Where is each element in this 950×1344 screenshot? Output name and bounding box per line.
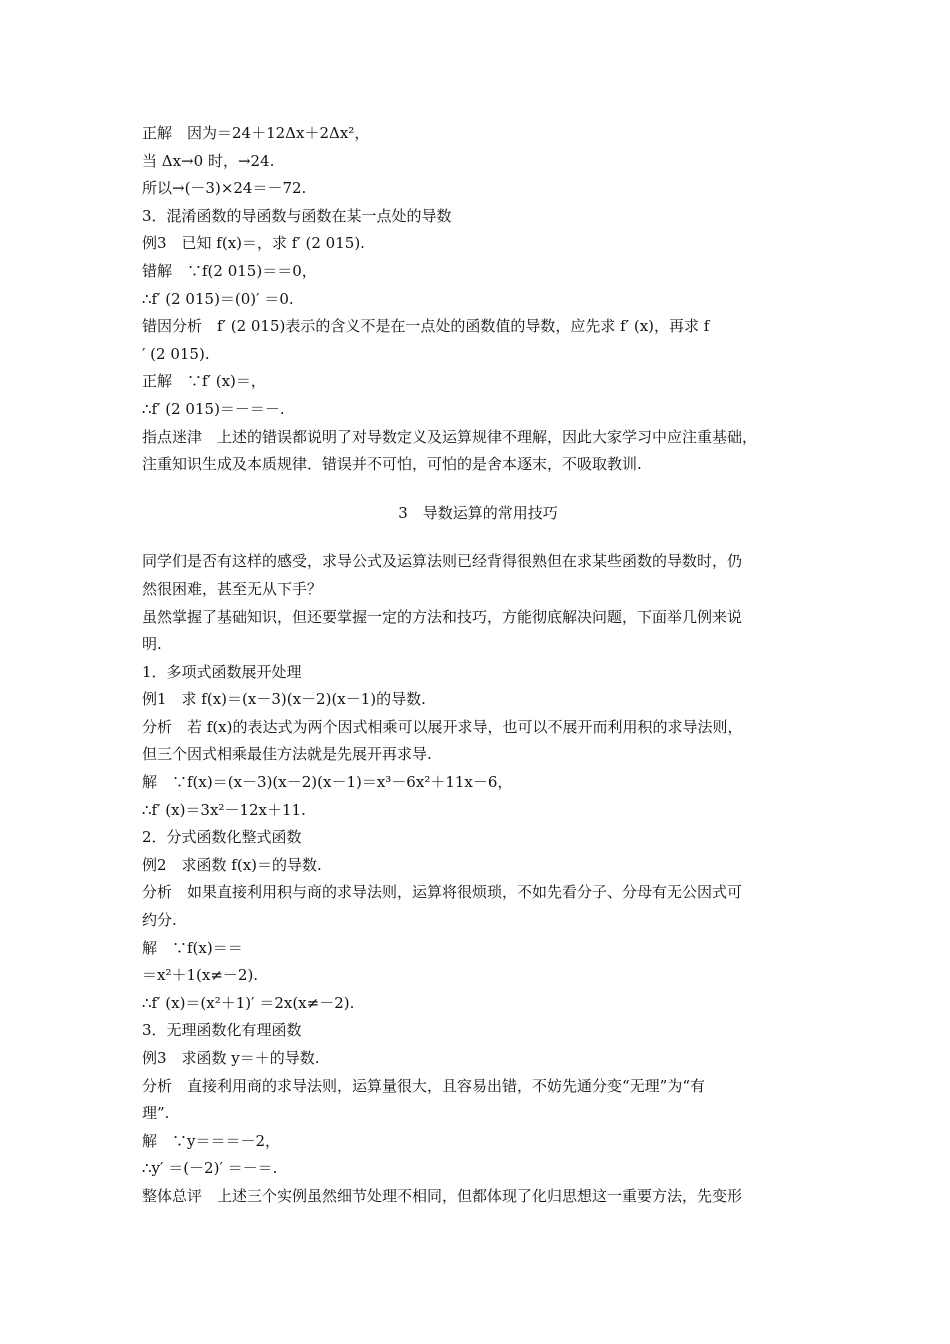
text-line: 例2 求函数 f(x)＝的导数.: [142, 855, 322, 874]
text-line: 分析 若 f(x)的表达式为两个因式相乘可以展开求导，也可以不展开而利用积的求导法则，: [142, 717, 743, 736]
text-line: ＝x²＋1(x≠－2).: [142, 966, 259, 985]
text-line: 正解 ∵f′ (x)＝，: [142, 372, 266, 391]
text-line: 然很困难，甚至无从下手？: [142, 579, 323, 598]
text-line: ∴f′ (x)＝3x²－12x＋11.: [142, 800, 306, 819]
document-body: [142, 120, 814, 1211]
text-line: 理”.: [142, 1104, 170, 1123]
text-line: 1．多项式函数展开处理: [142, 662, 302, 681]
section-title: 3 导数运算的常用技巧: [398, 503, 558, 522]
text-line: 正解 因为＝24＋12Δx＋2Δx²，: [142, 124, 370, 142]
text-line: 例3 求函数 y＝＋的导数.: [142, 1049, 320, 1067]
text-line: 解 ∵f(x)＝＝: [142, 938, 243, 957]
text-line: 例3 已知 f(x)＝，求 f′ (2 015).: [142, 234, 365, 253]
text-line: 分析 直接利用商的求导法则，运算量很大，且容易出错，不妨先通分变“无理”为“有: [142, 1076, 706, 1095]
text-line: 虽然掌握了基础知识，但还要掌握一定的方法和技巧，方能彻底解决问题，下面举几例来说: [142, 607, 743, 626]
text-line: ∴f′ (2 015)＝－＝－.: [142, 399, 285, 418]
text-line: 注重知识生成及本质规律．错误并不可怕，可怕的是舍本逐末，不吸取教训.: [142, 455, 642, 474]
text-line: 所以→(－3)×24＝－72.: [142, 179, 307, 198]
text-line: 3．无理函数化有理函数: [142, 1021, 302, 1040]
text-line: 错因分析 f′ (2 015)表示的含义不是在一点处的函数值的导数，应先求 f′ (x)，再求 f: [142, 317, 710, 336]
text-line: 明.: [142, 635, 162, 654]
text-line: 解 ∵f(x)＝(x－3)(x－2)(x－1)＝x³－6x²＋11x－6，: [142, 773, 513, 792]
text-line: 3．混淆函数的导函数与函数在某一点处的导数: [142, 206, 452, 225]
text-line: 例1 求 f(x)＝(x－3)(x－2)(x－1)的导数.: [142, 690, 426, 709]
text-line: 错解 ∵f(2 015)＝＝0，: [142, 261, 317, 280]
text-line: ∴y′ ＝(－2)′ ＝－＝.: [142, 1159, 278, 1178]
text-line: 当 Δx→0 时，→24.: [142, 151, 275, 170]
text-line: ∴f′ (2 015)＝(0)′ ＝0.: [142, 289, 294, 308]
text-line: 2．分式函数化整式函数: [142, 828, 302, 847]
text-line: 同学们是否有这样的感受，求导公式及运算法则已经背得很熟但在求某些函数的导数时，仍: [142, 552, 743, 571]
text-line: 分析 如果直接利用积与商的求导法则，运算将很烦琐，不如先看分子、分母有无公因式可: [142, 883, 743, 902]
bottom-block: [142, 548, 814, 1210]
text-line: 解 ∵y＝＝＝－2，: [142, 1131, 281, 1150]
text-line: 整体总评 上述三个实例虽然细节处理不相同，但都体现了化归思想这一重要方法，先变形: [142, 1186, 743, 1205]
text-line: 指点迷津 上述的错误都说明了对导数定义及运算规律不理解，因此大家学习中应注重基础，: [142, 427, 758, 446]
text-line: ′ (2 015).: [142, 344, 210, 363]
text-line: ∴f′ (x)＝(x²＋1)′ ＝2x(x≠－2).: [142, 993, 355, 1012]
top-block: [142, 120, 814, 479]
text-line: 约分.: [142, 911, 177, 930]
text-line: 但三个因式相乘最佳方法就是先展开再求导.: [142, 745, 432, 764]
